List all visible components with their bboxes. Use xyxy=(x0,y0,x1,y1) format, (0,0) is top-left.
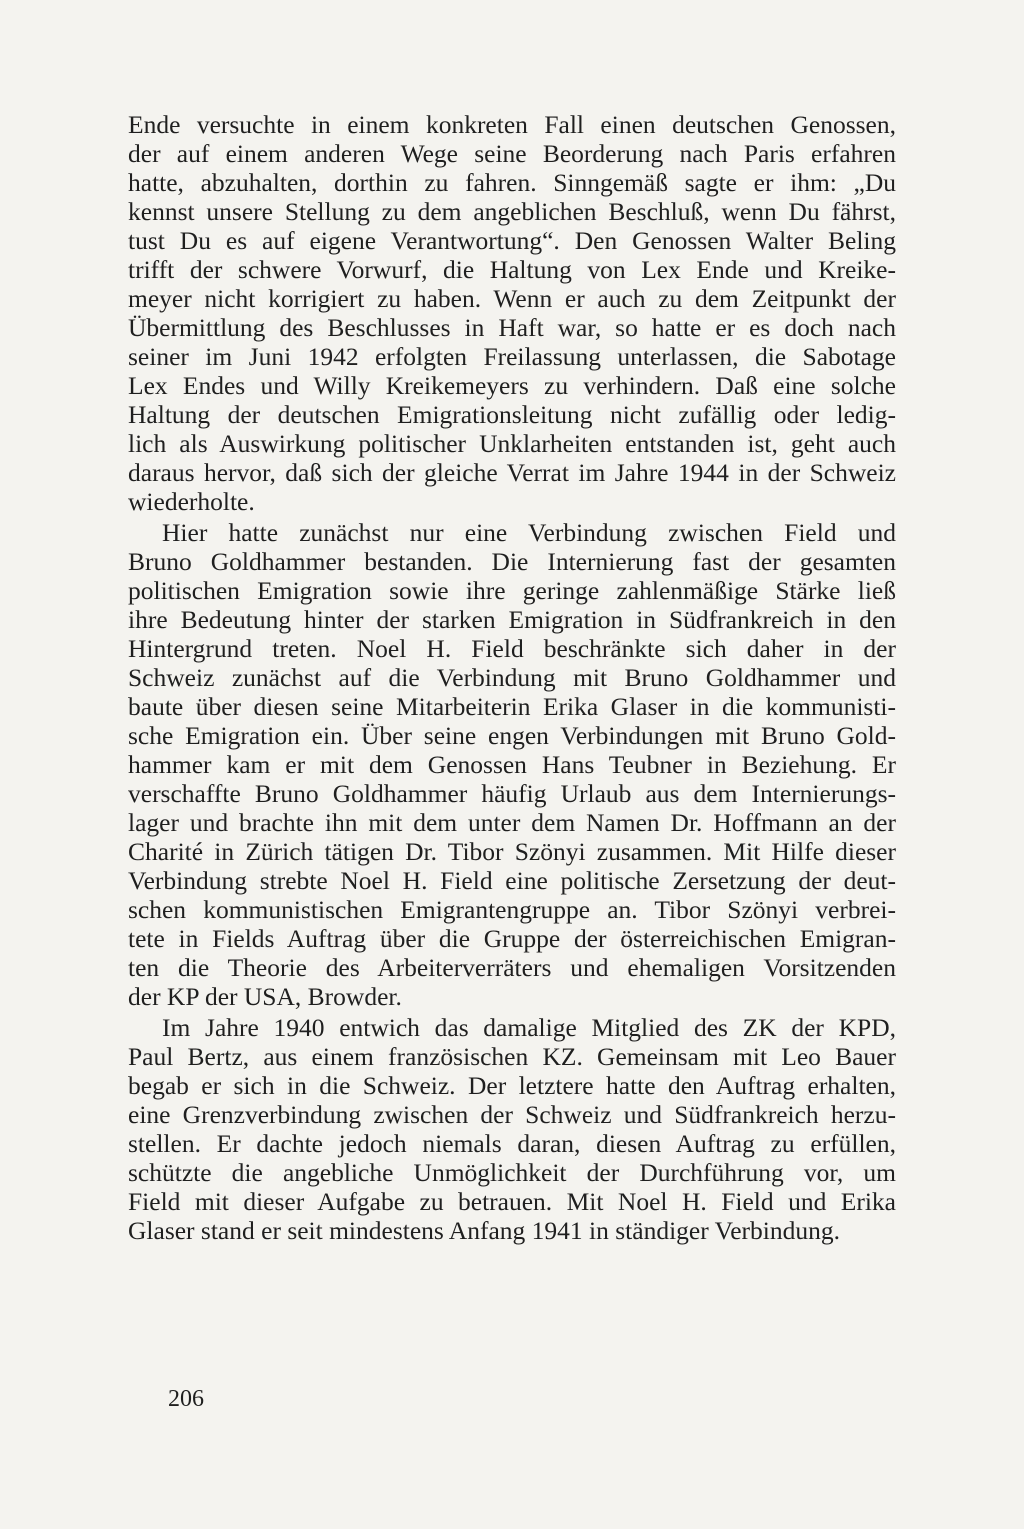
text-line: stellen. Er dachte jedoch niemals daran, diesen Auftrag zu erfüllen, xyxy=(128,1129,896,1158)
text-line: der auf einem anderen Wege seine Beorderung nach Paris erfahren xyxy=(128,139,896,168)
page-number: 206 xyxy=(168,1386,204,1412)
text-line: trifft der schwere Vorwurf, die Haltung von Lex Ende und Kreike- xyxy=(128,255,896,284)
text-line: baute über diesen seine Mitarbeiterin Erika Glaser in die kommunisti- xyxy=(128,692,896,721)
text-line: Ende versuchte in einem konkreten Fall einen deutschen Genossen, xyxy=(128,110,896,139)
text-line: Glaser stand er seit mindestens Anfang 1941 in ständiger Verbindung. xyxy=(128,1216,840,1245)
text-line: politischen Emigration sowie ihre geringe zahlenmäßige Stärke ließ xyxy=(128,576,896,605)
text-line: Field mit dieser Aufgabe zu betrauen. Mit Noel H. Field und Erika xyxy=(128,1187,896,1216)
text-line: lich als Auswirkung politischer Unklarheiten entstanden ist, geht auch xyxy=(128,429,896,458)
text-line: sche Emigration ein. Über seine engen Verbindungen mit Bruno Gold- xyxy=(128,721,896,750)
text-line: schen kommunistischen Emigrantengruppe an. Tibor Szönyi verbrei- xyxy=(128,895,896,924)
text-line: der KP der USA, Browder. xyxy=(128,982,402,1011)
text-line: ihre Bedeutung hinter der starken Emigration in Südfrankreich in den xyxy=(128,605,896,634)
text-line: hatte, abzuhalten, dorthin zu fahren. Sinngemäß sagte er ihm: „Du xyxy=(128,168,896,197)
text-line: verschaffte Bruno Goldhammer häufig Urlaub aus dem Internierungs- xyxy=(128,779,896,808)
text-line: lager und brachte ihn mit dem unter dem Namen Dr. Hoffmann an der xyxy=(128,808,896,837)
paragraph xyxy=(128,518,896,1011)
text-line: tust Du es auf eigene Verantwortung“. Den Genossen Walter Beling xyxy=(128,226,896,255)
text-line: daraus hervor, daß sich der gleiche Verrat im Jahre 1944 in der Schweiz xyxy=(128,458,896,487)
text-line: Im Jahre 1940 entwich das damalige Mitglied des ZK der KPD, xyxy=(162,1013,896,1042)
text-line: schützte die angebliche Unmöglichkeit der Durchführung vor, um xyxy=(128,1158,896,1187)
text-line: meyer nicht korrigiert zu haben. Wenn er auch zu dem Zeitpunkt der xyxy=(128,284,896,313)
text-line: Charité in Zürich tätigen Dr. Tibor Szönyi zusammen. Mit Hilfe dieser xyxy=(128,837,896,866)
text-line: Paul Bertz, aus einem französischen KZ. Gemeinsam mit Leo Bauer xyxy=(128,1042,896,1071)
text-line: Hier hatte zunächst nur eine Verbindung zwischen Field und xyxy=(162,518,896,547)
text-line: Übermittlung des Beschlusses in Haft war, so hatte er es doch nach xyxy=(128,313,896,342)
text-line: Verbindung strebte Noel H. Field eine politische Zersetzung der deut- xyxy=(128,866,896,895)
text-line: Lex Endes und Willy Kreikemeyers zu verhindern. Daß eine solche xyxy=(128,371,896,400)
text-line: ten die Theorie des Arbeiterverräters und ehemaligen Vorsitzenden xyxy=(128,953,896,982)
text-line: tete in Fields Auftrag über die Gruppe der österreichischen Emigran- xyxy=(128,924,896,953)
text-line: Schweiz zunächst auf die Verbindung mit Bruno Goldhammer und xyxy=(128,663,896,692)
text-line: eine Grenzverbindung zwischen der Schweiz und Südfrankreich herzu- xyxy=(128,1100,896,1129)
text-line: seiner im Juni 1942 erfolgten Freilassung unterlassen, die Sabotage xyxy=(128,342,896,371)
text-line: kennst unsere Stellung zu dem angeblichen Beschluß, wenn Du fährst, xyxy=(128,197,896,226)
text-line: wiederholte. xyxy=(128,487,255,516)
paragraph xyxy=(128,110,896,516)
text-line: hammer kam er mit dem Genossen Hans Teubner in Beziehung. Er xyxy=(128,750,896,779)
text-line: Bruno Goldhammer bestanden. Die Internierung fast der gesamten xyxy=(128,547,896,576)
text-line: Hintergrund treten. Noel H. Field beschränkte sich daher in der xyxy=(128,634,896,663)
text-line: begab er sich in die Schweiz. Der letztere hatte den Auftrag erhalten, xyxy=(128,1071,896,1100)
page-body xyxy=(128,110,896,1247)
paragraph xyxy=(128,1013,896,1245)
text-line: Haltung der deutschen Emigrationsleitung nicht zufällig oder ledig- xyxy=(128,400,896,429)
